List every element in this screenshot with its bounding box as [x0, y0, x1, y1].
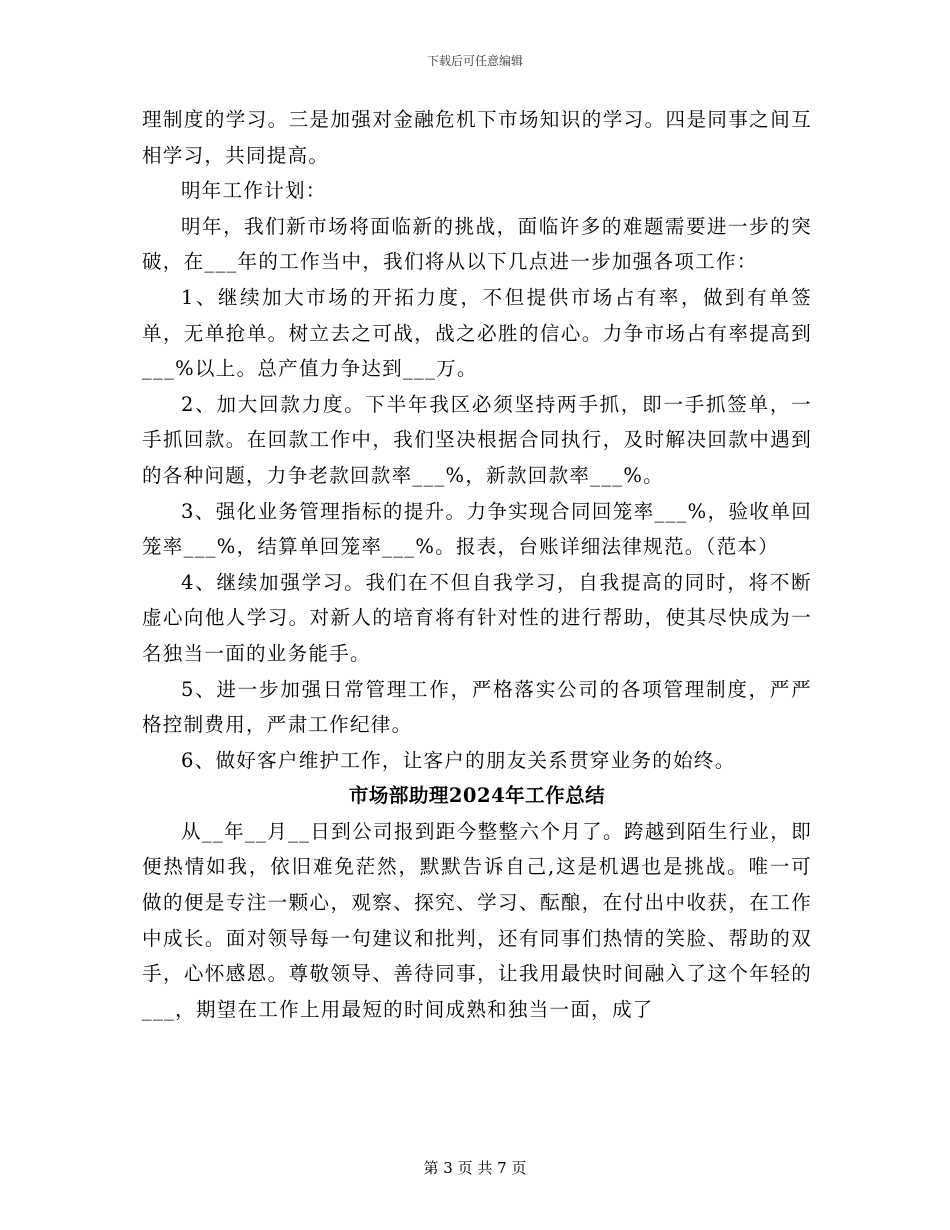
paragraph-plan-item-5: 5、进一步加强日常管理工作，严格落实公司的各项管理制度，严严格控制费用，严肃工作纪律。 [142, 677, 812, 737]
page-header: 下载后可任意编辑 [426, 54, 523, 68]
page-number: 第 3 页 共 7 页 [423, 1159, 527, 1177]
paragraph-plan-intro: 明年，我们新市场将面临新的挑战，面临许多的难题需要进一步的突破，在___年的工作当中，我们将从以下几点进一步加强各项工作： [142, 214, 812, 274]
paragraph-plan-item-6: 6、做好客户维护工作，让客户的朋友关系贯穿业务的始终。 [181, 748, 736, 772]
paragraph-plan-item-4: 4、继续加强学习。我们在不但自我学习，自我提高的同时，将不断虚心向他人学习。对新人的培育将有针对性的进行帮助，使其尽快成为一名独当一面的业务能手。 [142, 570, 812, 665]
paragraph-plan-item-1: 1、继续加大市场的开拓力度，不但提供市场占有率，做到有单签单，无单抢单。树立去之可战，战之必胜的信心。力争市场占有率提高到___%以上。总产值力争达到___万。 [142, 285, 812, 381]
paragraph-plan-item-2: 2、加大回款力度。下半年我区必须坚持两手抓，即一手抓签单，一手抓回款。在回款工作中，我们坚决根据合同执行，及时解决回款中遇到的各种问题，力争老款回款率___%，新款回款率___%。 [142, 392, 812, 487]
paragraph-continuation: 理制度的学习。三是加强对金融危机下市场知识的学习。四是同事之间互相学习，共同提高。 [142, 108, 812, 167]
paragraph-plan-title: 明年工作计划： [181, 179, 327, 203]
document-body [142, 102, 812, 1027]
paragraph-summary: 从__年__月__日到公司报到距今整整六个月了。跨越到陌生行业，即便热情如我，依旧难免茫然，默默告诉自己,这是机遇也是挑战。唯一可做的便是专注一颗心，观察、探究、学习、酝酿，在付出中收获，在工作中成长。面对领导每一句建议和批判，还有同事们热情的笑脸、帮助的双手，心怀感恩。尊敬领导、善待同事，让我用最快时间融入了这个年轻的___，期望在工作上用最短的时间成熟和独当一面，成了 [142, 819, 812, 1021]
section-heading: 市场部助理2024年工作总结 [348, 784, 606, 808]
paragraph-plan-item-3: 3、强化业务管理指标的提升。力争实现合同回笼率___%，验收单回笼率___%，结算单回笼率___%。报表，台账详细法律规范。（范本） [142, 499, 812, 559]
